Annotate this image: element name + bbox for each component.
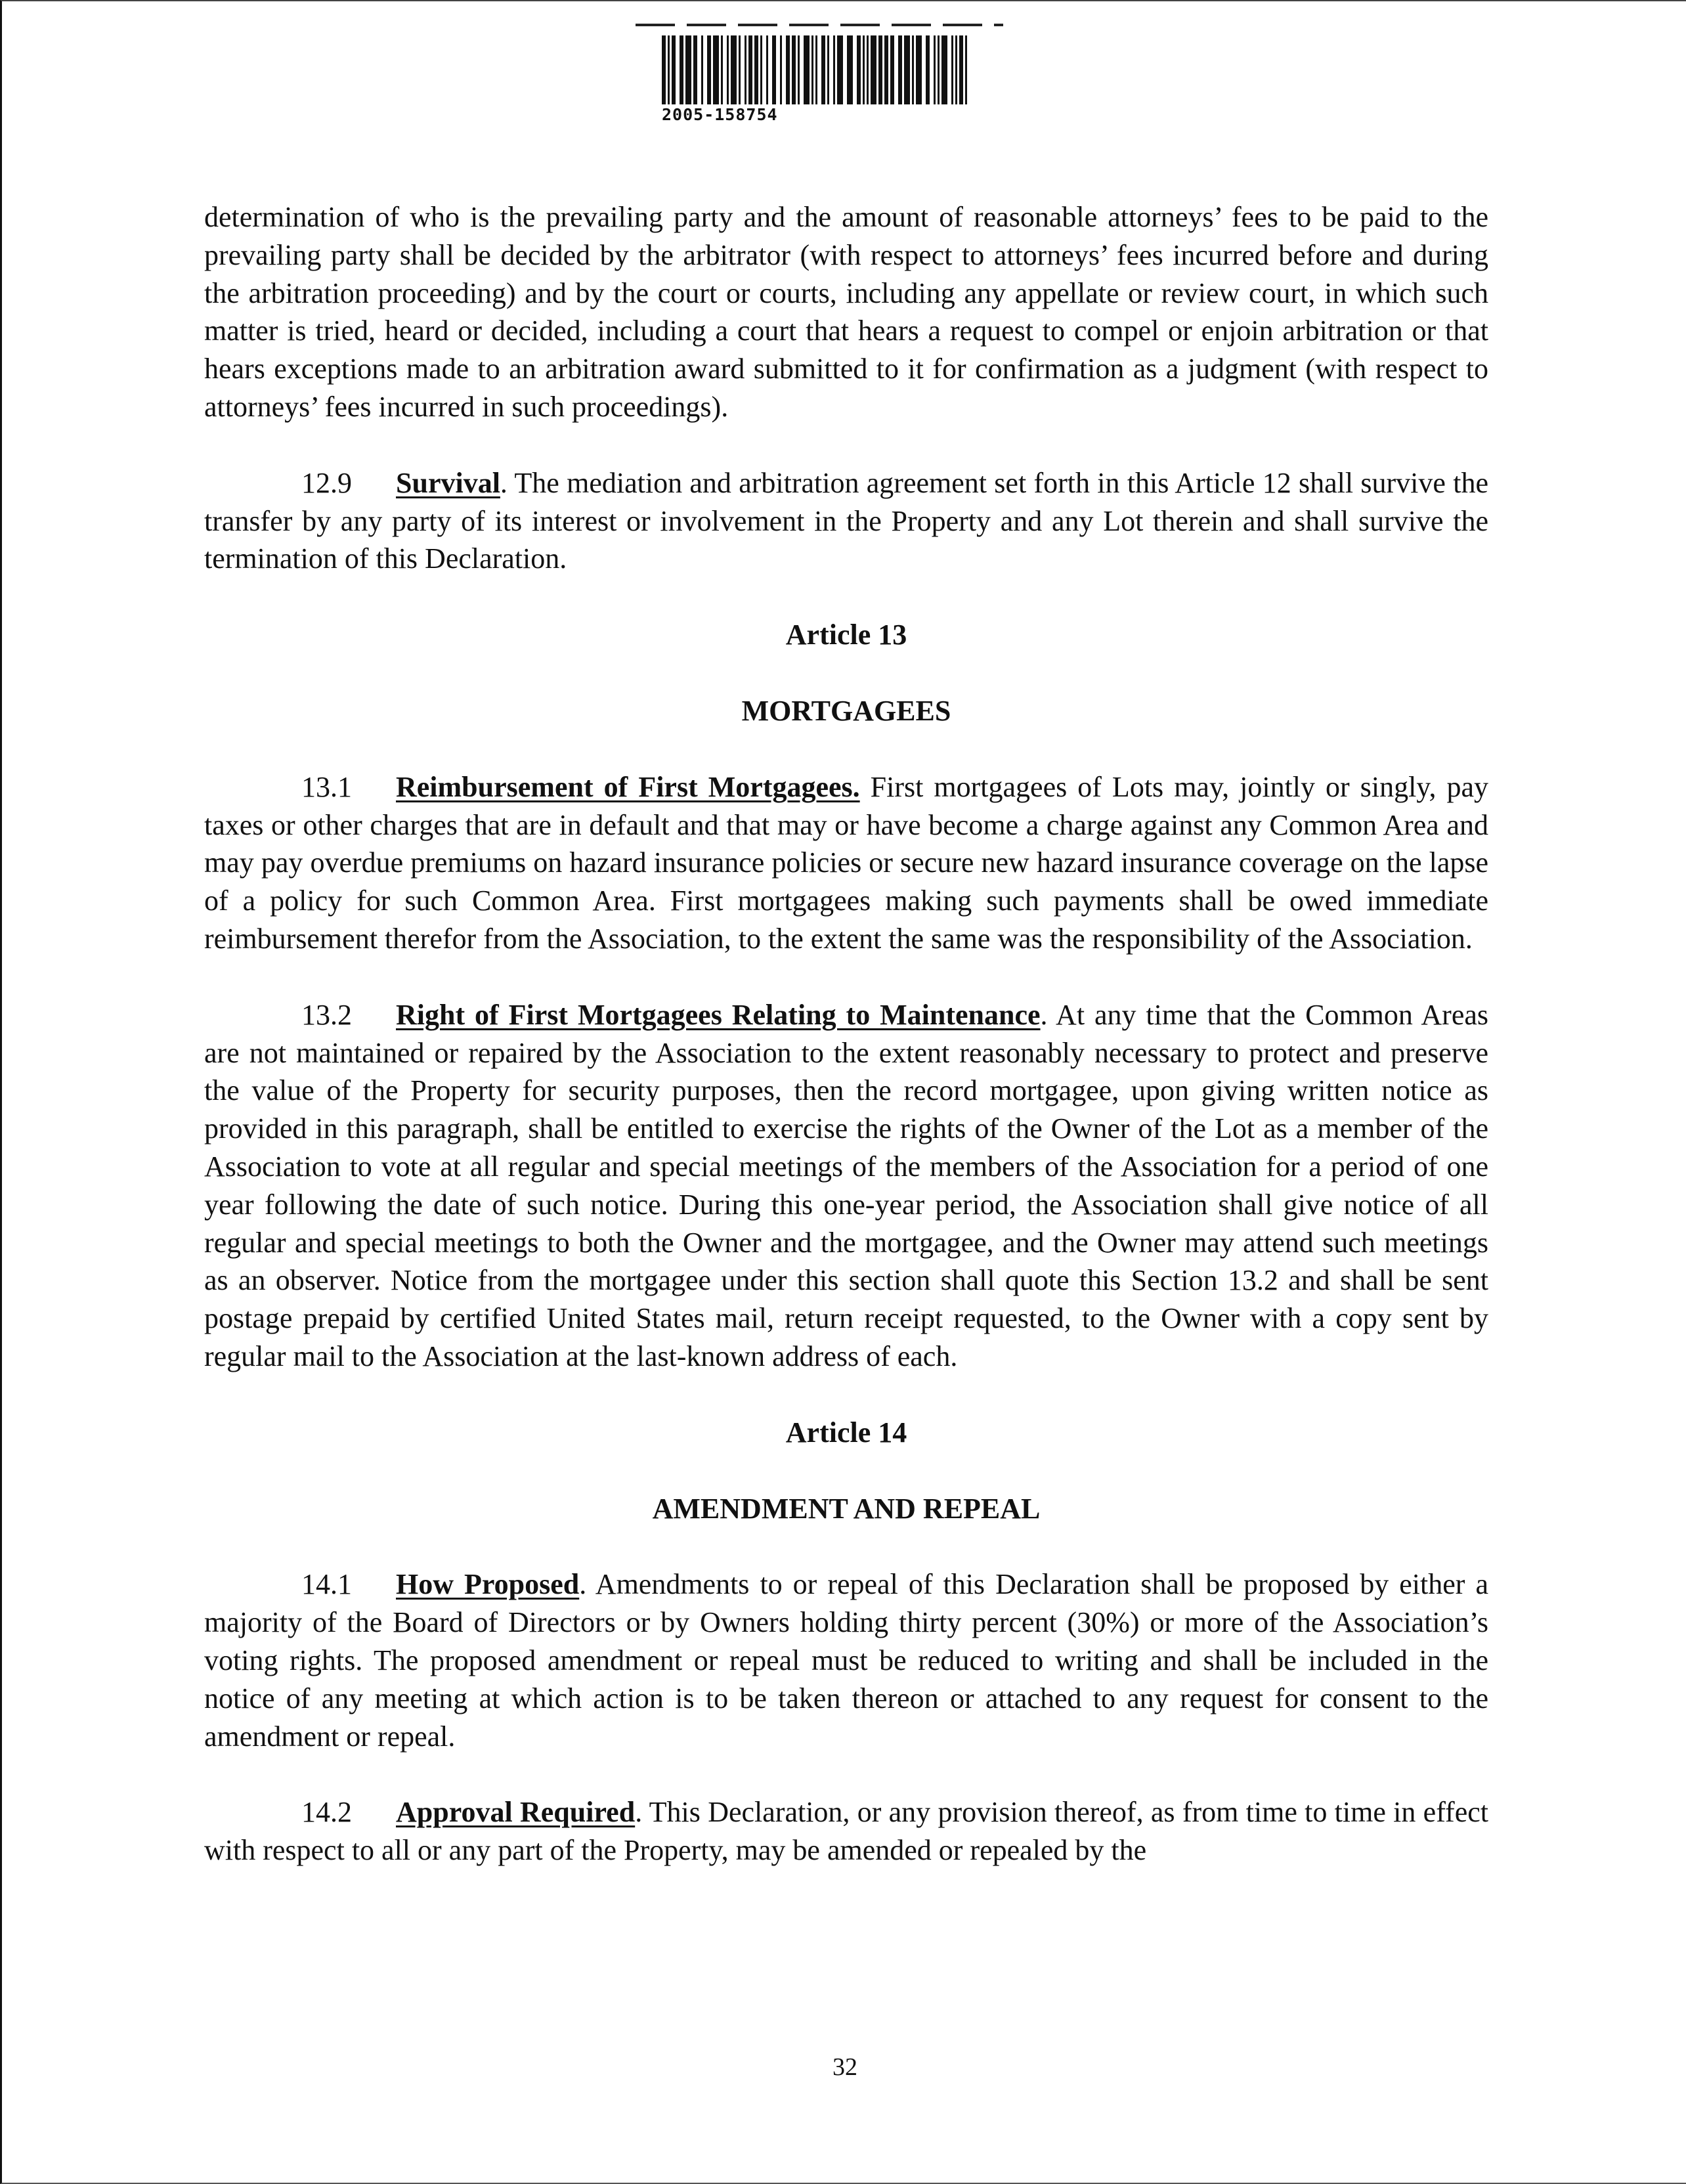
section-12-9 <box>204 464 1488 578</box>
section-14-2 <box>204 1793 1488 1869</box>
section-title: Right of First Mortgagees Relating to Maintenance <box>396 998 1041 1031</box>
section-text: . This Declaration, or any provision thereof, as from time to time in effect with respect to all or any part of the Property, may be amended or repealed by the <box>204 1796 1488 1867</box>
barcode-number: 2005-158754 <box>662 105 778 124</box>
section-number: 13.2 <box>301 998 352 1031</box>
article-13-heading: Article 13 <box>785 619 907 651</box>
section-text: . At any time that the Common Areas are not maintained or repaired by the Association to the extent reasonably necessary to protect and preserve the value of the Property for security purposes, then the record mortgagee, upon giving written notice as provided in this paragraph, shall be entitled to exercise the rights of the Owner of the Lot as a member of the Association to vote at all regular and special meetings of the members of the Association for a period of one year following the date of such notice. During this one-year period, the Association shall give notice of all regular and special meetings to both the Owner and the mortgagee, and the Owner may attend such meetings as an observer. Notice from the mortgagee under this section shall quote this Section 13.2 and shall be sent postage prepaid by certified United States mail, return receipt requested, to the Owner with a copy sent by regular mail to the Association at the last-known address of each. <box>204 998 1489 1372</box>
page-number: 32 <box>832 2053 857 2081</box>
document-body <box>204 198 1488 1869</box>
article-14-title: AMENDMENT AND REPEAL <box>652 1492 1041 1525</box>
section-13-1 <box>204 768 1488 958</box>
section-title: Reimbursement of First Mortgagees. <box>396 770 860 803</box>
scan-edge-rule <box>636 24 1003 26</box>
continuation-paragraph: determination of who is the prevailing party and the amount of reasonable attorneys’ fees to be paid to the prevailing party shall be decided by the arbitrator (with respect to attorneys’ fees incurred before and during the arbitration proceeding) and by the court or courts, including any appellate or review court, in which such matter is tried, heard or decided, including a court that hears a request to compel or enjoin arbitration or that hears exceptions made to an arbitration award submitted to it for confirmation as a judgment (with respect to attorneys’ fees incurred in such proceedings). <box>204 201 1488 423</box>
article-13-title: MORTGAGEES <box>741 694 951 727</box>
section-number: 12.9 <box>301 466 352 499</box>
section-title: Survival <box>396 466 500 499</box>
section-13-2 <box>204 996 1488 1376</box>
section-title: Approval Required <box>396 1796 636 1829</box>
section-number: 14.1 <box>301 1568 352 1601</box>
section-text: . The mediation and arbitration agreement set forth in this Article 12 shall survive the transfer by any party of its interest or involvement in the Property and any Lot therein and shall survive the termination of this Declaration. <box>204 466 1488 575</box>
section-number: 13.1 <box>301 770 352 803</box>
article-14-heading: Article 14 <box>785 1416 907 1449</box>
section-number: 14.2 <box>301 1796 352 1829</box>
section-14-1 <box>204 1565 1488 1755</box>
recording-barcode <box>662 24 970 129</box>
section-text: First mortgagees of Lots may, jointly or singly, pay taxes or other charges that are in default and that may or have become a charge against any Common Area and may pay overdue premiums on hazard insurance policies or secure new hazard insurance coverage on the lapse of a policy for such Common Area. First mortgagees making such payments shall be owed immediate reimbursement therefor from the Association, to the extent the same was the responsibility of the Association. <box>204 770 1489 955</box>
section-text: . Amendments to or repeal of this Declaration shall be proposed by either a majority of the Board of Directors or by Owners holding thirty percent (30%) or more of the Association’s voting rights. The proposed amendment or repeal must be reduced to writing and shall be included in the notice of any meeting at which action is to be taken thereon or attached to any request for consent to the amendment or repeal. <box>204 1568 1488 1753</box>
barcode-icon <box>662 35 970 104</box>
section-title: How Proposed <box>396 1568 580 1601</box>
